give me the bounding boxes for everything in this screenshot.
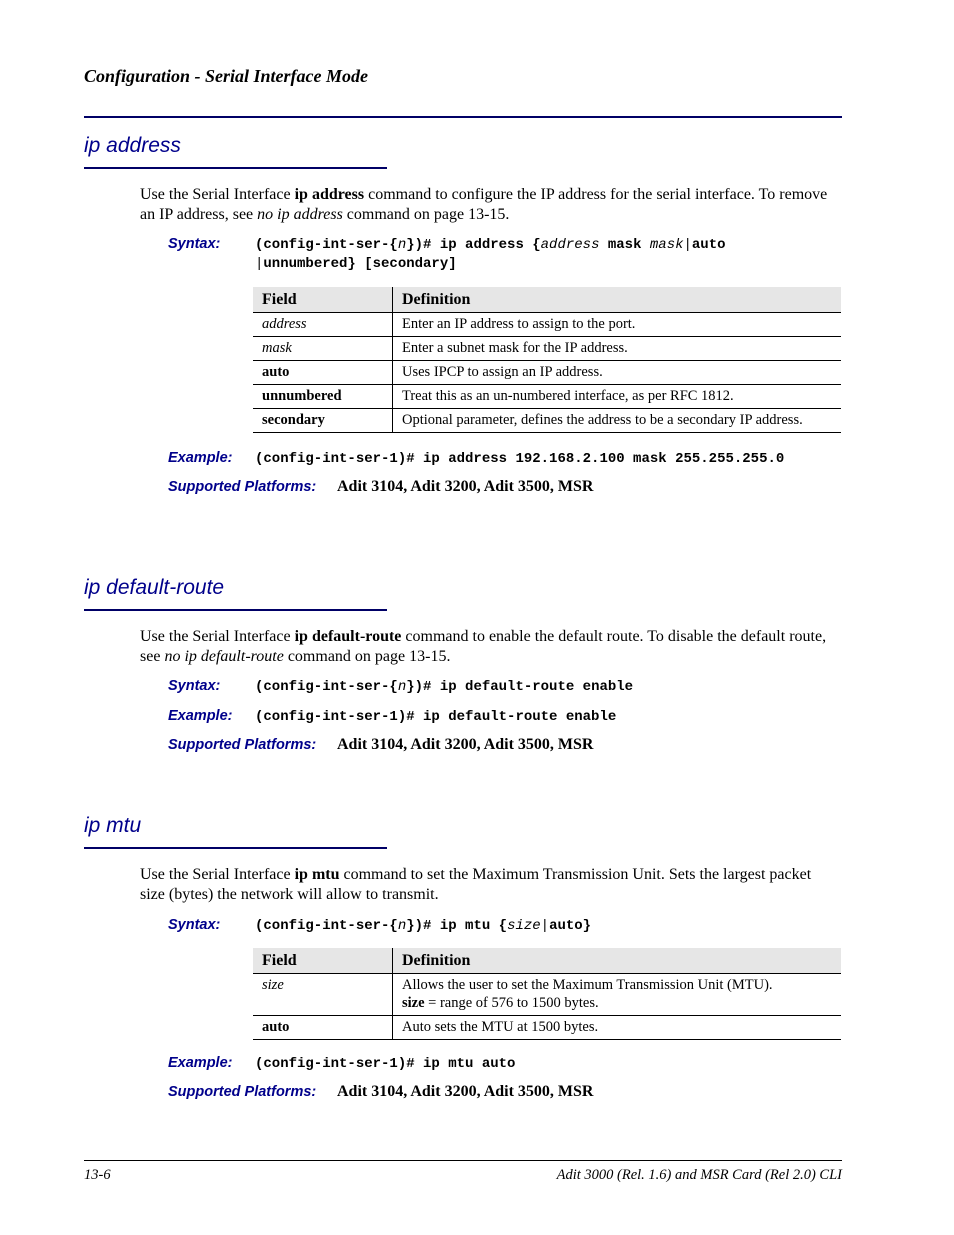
- definition-cell: Enter an IP address to assign to the port.: [393, 313, 842, 337]
- definition-line: [402, 994, 832, 1012]
- command-name: ip address: [294, 186, 365, 203]
- code-run: auto}: [549, 918, 592, 934]
- code-run: auto: [691, 237, 726, 253]
- section-title-ip-default-route: ip default-route: [84, 576, 225, 599]
- section-title-ip-mtu: ip mtu: [84, 814, 142, 837]
- table-header-row: [253, 948, 841, 974]
- code-param: size: [507, 918, 541, 934]
- table-row: [253, 409, 841, 433]
- text-run: command to configure the IP address for the serial interface. To remove an IP address, see: [140, 186, 828, 223]
- document-title: Adit 3000 (Rel. 1.6) and MSR Card (Rel 2.0) CLI: [556, 1167, 842, 1183]
- section-rule: [84, 847, 387, 849]
- section-rule: [84, 167, 387, 169]
- code-run: unnumbered} [secondary]: [263, 256, 457, 272]
- running-head: Configuration - Serial Interface Mode: [84, 66, 369, 86]
- field-cell: mask: [253, 337, 393, 361]
- text-run: Use the Serial Interface: [140, 866, 295, 883]
- term: size: [402, 995, 425, 1011]
- text-run: Use the Serial Interface: [140, 628, 295, 645]
- example-label: Example:: [168, 708, 233, 724]
- column-header-definition: Definition: [393, 287, 842, 313]
- supported-platforms-value: Adit 3104, Adit 3200, Adit 3500, MSR: [337, 478, 594, 495]
- supported-platforms-label: Supported Platforms:: [168, 1084, 317, 1100]
- supported-platforms-label: Supported Platforms:: [168, 737, 317, 753]
- syntax-code: [255, 678, 845, 697]
- column-header-field: Field: [253, 948, 393, 974]
- syntax-code: [255, 917, 845, 936]
- code-separator: |: [683, 237, 692, 253]
- column-header-field: Field: [253, 287, 393, 313]
- table-row: [253, 313, 841, 337]
- code-run: mask: [599, 237, 650, 253]
- command-name: ip default-route: [294, 628, 402, 645]
- example-label: Example:: [168, 1055, 233, 1071]
- definition-table: [253, 948, 841, 1040]
- syntax-label: Syntax:: [168, 236, 221, 252]
- definition-cell: [393, 974, 842, 1016]
- section-description: [140, 627, 840, 667]
- footer-rule: [84, 1160, 842, 1161]
- code-param: n: [397, 918, 407, 934]
- page-number: 13-6: [84, 1167, 111, 1183]
- definition-cell: Treat this as an un-numbered interface, as per RFC 1812.: [393, 385, 842, 409]
- text-run: command on page 13-15.: [283, 648, 451, 665]
- text-run: command on page 13-15.: [342, 206, 510, 223]
- code-separator: |: [540, 918, 550, 934]
- code-param: mask: [649, 237, 684, 253]
- field-cell: address: [253, 313, 393, 337]
- syntax-label: Syntax:: [168, 917, 221, 933]
- related-command: no ip address: [257, 206, 343, 223]
- code-separator: |: [255, 256, 264, 272]
- definition-cell: Enter a subnet mask for the IP address.: [393, 337, 842, 361]
- code-run: (config-int-ser-{: [255, 918, 398, 934]
- text-run: = range of 576 to 1500 bytes.: [424, 995, 599, 1011]
- table-header-row: [253, 287, 841, 313]
- code-run: (config-int-ser-{: [255, 237, 398, 253]
- code-run: })# ip default-route enable: [406, 679, 634, 695]
- table-row: [253, 337, 841, 361]
- code-param: n: [397, 679, 407, 695]
- section-title-ip-address: ip address: [84, 134, 181, 157]
- table-row: [253, 1016, 841, 1040]
- definition-cell: Optional parameter, defines the address to be a secondary IP address.: [393, 409, 842, 433]
- definition-line: Allows the user to set the Maximum Transmission Unit (MTU).: [402, 977, 773, 993]
- command-name: ip mtu: [294, 866, 340, 883]
- supported-platforms-label: Supported Platforms:: [168, 479, 317, 495]
- example-code: (config-int-ser-1)# ip mtu auto: [255, 1056, 516, 1072]
- example-label: Example:: [168, 450, 233, 466]
- supported-platforms-value: Adit 3104, Adit 3200, Adit 3500, MSR: [337, 736, 594, 753]
- code-param: address: [540, 237, 600, 253]
- section-description: [140, 185, 840, 225]
- syntax-code: [255, 236, 845, 274]
- syntax-label: Syntax:: [168, 678, 221, 694]
- field-cell: size: [253, 974, 393, 1016]
- definition-table: [253, 287, 841, 433]
- text-run: command to enable the default route. To disable the default route, see: [140, 628, 827, 665]
- header-rule: [84, 116, 842, 118]
- example-code: (config-int-ser-1)# ip default-route enable: [255, 709, 617, 725]
- field-cell: auto: [253, 1016, 393, 1040]
- section-rule: [84, 609, 387, 611]
- text-run: command to set the Maximum Transmission Unit. Sets the largest packet size (bytes) the network will allow to transmit.: [140, 866, 812, 903]
- section-description: [140, 865, 840, 905]
- table-row: [253, 385, 841, 409]
- code-run: })# ip address {: [406, 237, 541, 253]
- definition-cell: Uses IPCP to assign an IP address.: [393, 361, 842, 385]
- field-cell: auto: [253, 361, 393, 385]
- code-run: (config-int-ser-{: [255, 679, 398, 695]
- column-header-definition: Definition: [393, 948, 842, 974]
- field-cell: secondary: [253, 409, 393, 433]
- definition-cell: Auto sets the MTU at 1500 bytes.: [393, 1016, 842, 1040]
- table-row: [253, 361, 841, 385]
- code-param: n: [397, 237, 407, 253]
- code-run: })# ip mtu {: [406, 918, 508, 934]
- example-code: (config-int-ser-1)# ip address 192.168.2.100 mask 255.255.255.0: [255, 451, 785, 467]
- related-command: no ip default-route: [164, 648, 284, 665]
- field-cell: unnumbered: [253, 385, 393, 409]
- supported-platforms-value: Adit 3104, Adit 3200, Adit 3500, MSR: [337, 1083, 594, 1100]
- table-row: [253, 974, 841, 1016]
- text-run: Use the Serial Interface: [140, 186, 295, 203]
